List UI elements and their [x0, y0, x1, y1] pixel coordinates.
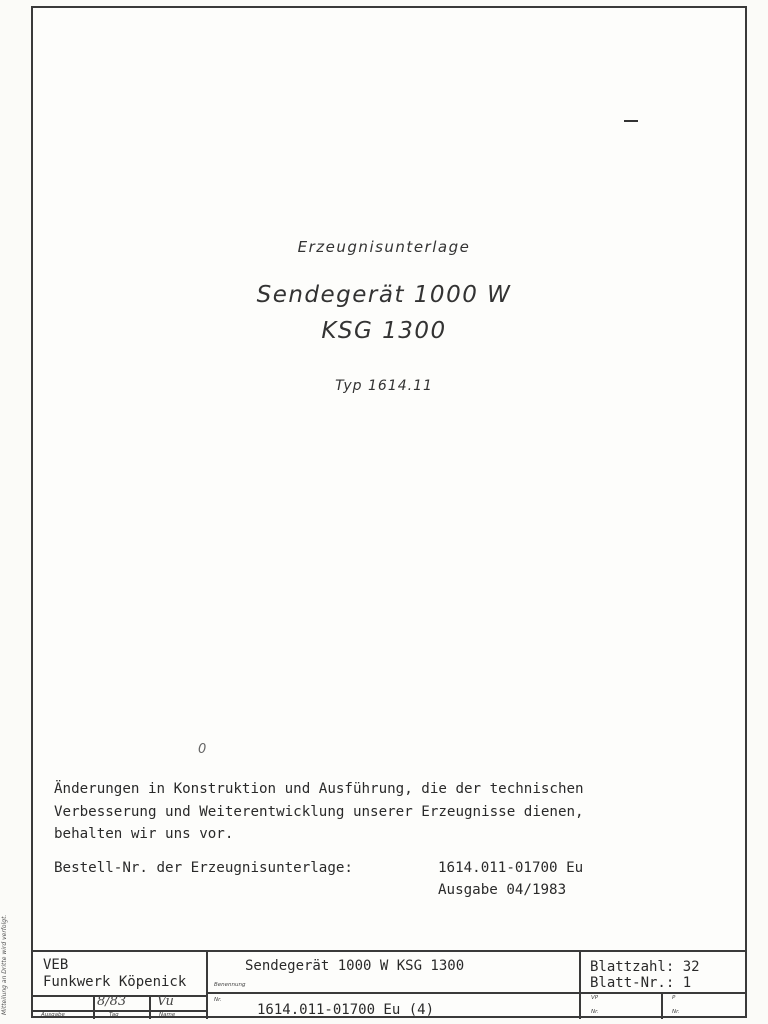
number-caption: Nr.: [214, 997, 222, 1003]
order-number-label: Bestell-Nr. der Erzeugnisunterlage:: [54, 860, 353, 876]
sheet-number: Blatt-Nr.: 1: [590, 975, 692, 991]
document-title-line-1: Sendegerät 1000 W: [256, 282, 512, 308]
title-block-rule: [206, 992, 746, 994]
margin-note: Mitteilung an Dritte wird verfolgt.: [1, 914, 8, 1015]
company-line-2: Funkwerk Köpenick: [43, 974, 187, 990]
sheet-count: Blattzahl: 32: [590, 959, 700, 975]
designation-caption: Benennung: [214, 982, 246, 988]
nr-caption: Nr.: [591, 1009, 599, 1015]
col-day-caption: Tag: [109, 1012, 119, 1018]
designation: Sendegerät 1000 W KSG 1300: [245, 958, 465, 974]
type-designation: Typ 1614.11: [335, 378, 433, 394]
title-block-divider: [93, 995, 95, 1019]
col-edition-caption: Ausgabe: [41, 1012, 65, 1018]
title-block: [33, 950, 746, 1019]
title-block-divider: [661, 992, 663, 1019]
nr-caption: Nr.: [672, 1009, 680, 1015]
edition-value: Ausgabe 04/1983: [438, 882, 567, 898]
title-block-divider: [206, 952, 208, 1019]
title-block-divider: [579, 952, 581, 1019]
page-mark: 0: [198, 742, 207, 757]
company-line-1: VEB: [43, 957, 69, 973]
p-caption: P: [672, 995, 676, 1001]
vp-caption: VP: [591, 995, 599, 1001]
handwritten-date: 8/83: [97, 994, 127, 1009]
document-title-line-2: KSG 1300: [321, 318, 447, 344]
scan-mark: [624, 120, 638, 122]
drawing-number: 1614.011-01700 Eu (4): [257, 1002, 435, 1018]
document-kind: Erzeugnisunterlage: [297, 238, 471, 256]
handwritten-signature: Vü: [157, 994, 174, 1009]
col-name-caption: Name: [159, 1012, 176, 1018]
change-notice: Änderungen in Konstruktion und Ausführung, die der technischen Verbesserung und Weiterentwicklung unserer Erzeugnisse dienen, behalten wir uns vor.: [54, 781, 584, 842]
title-block-divider: [149, 995, 151, 1019]
order-number-value: 1614.011-01700 Eu: [438, 860, 584, 876]
